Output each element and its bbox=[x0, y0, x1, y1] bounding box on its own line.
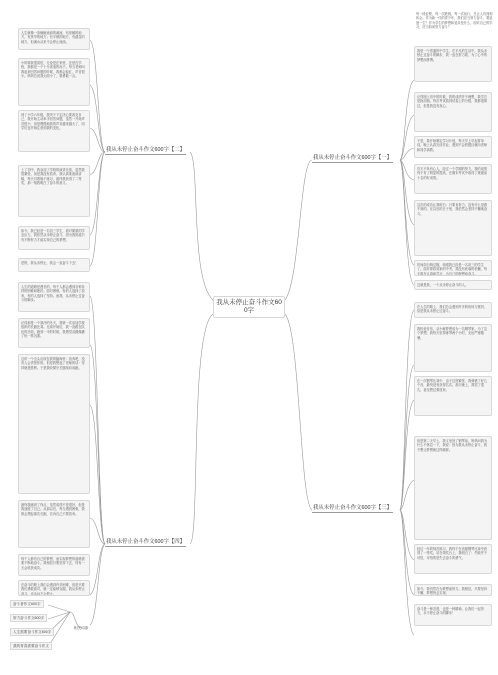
note-b1-7 bbox=[414, 280, 492, 290]
intro-text: 每一段征程，每一次跌倒，每一次前行，总让人有深刻体会。作为新一代的青少年，我们应当努力奋斗，要追逐一生？作为学生的梦想和追求是什么，面对自己的学习，应当如何努力奋斗？ bbox=[416, 12, 493, 30]
note-b4-6 bbox=[18, 580, 90, 596]
note-text: 每个人都有自己的梦想，而实现梦想的道路需要不断地奋斗。我相信只要坚持下去，终有一天会收获成功。 bbox=[21, 557, 85, 570]
note-b3-1 bbox=[414, 302, 492, 318]
note-b4-5 bbox=[18, 554, 90, 576]
note-text: 小时候我很害怕，无论是在家里，还是在学校，我都是一个十分害羞的孩子。每当老师叫我起来回答问题的时候，我都会脸红，声音很小。妈妈总说我太胆小了，要勇敢一点。 bbox=[21, 61, 85, 79]
note-b4-1 bbox=[18, 282, 90, 312]
note-b2-4 bbox=[18, 165, 90, 217]
note-text: 在一次钢琴比赛中，由于过度紧张，我弹错了好几个音，最终没有获得名次。那天晚上，我哭了很久，甚至想过要放弃。 bbox=[417, 379, 488, 392]
note-text: 如今，我仍然在为梦想而努力。我相信，只要坚持不懈，梦想终会实现。 bbox=[417, 587, 488, 596]
note-text: 这时一个念头出现在我的脑海里：放弃吧，没有人会责怪你的。但是我想起了老师的话：坚持就是胜利。于是我咬紧牙关继续向前跑。 bbox=[21, 357, 85, 370]
note-text: 在人生的路上，我们总会遇到许多的坎坷与挫折，但是我从未停止过奋斗。 bbox=[417, 305, 488, 314]
note-b3-5 bbox=[414, 544, 492, 574]
branch-essay-3[interactable] bbox=[312, 505, 393, 513]
note-b1-6 bbox=[414, 260, 492, 276]
note-text: 奋斗是一种态度，也是一种精神。让我们一起努力，永不停止奋斗的脚步！ bbox=[417, 607, 484, 616]
branch-essay-1-label: 我从未停止奋斗作文600字【一】 bbox=[313, 155, 393, 161]
note-b4-2 bbox=[18, 318, 90, 348]
note-text: 记得那是一个寒冷的冬天，我第一次参加学校组织的长跑比赛。比赛开始后，我一直跟在队伍的后面，跑到一半的时候，我感觉双腿像灌了铅一样沉重。 bbox=[21, 321, 85, 339]
note-b2-1 bbox=[18, 28, 90, 50]
branch-essay-2-label: 我从未停止奋斗作文600字【二】 bbox=[106, 147, 186, 153]
note-b3-4 bbox=[414, 436, 492, 540]
note-text: 时间如白驹过隙，转眼我已经是一名初三的学生了。面对即将到来的中考，我没有丝毫的松懈，每天都在认真地学习，为自己的理想而奋斗。 bbox=[417, 263, 488, 276]
note-text: 是的，我从未停止，我会一直奋斗下去！ bbox=[21, 261, 79, 265]
note-text: 这就是我，一个从未停止奋斗的人。 bbox=[417, 283, 468, 287]
note-b1-3 bbox=[414, 136, 492, 158]
root-topic[interactable] bbox=[213, 296, 285, 318]
note-b4-3 bbox=[18, 354, 90, 494]
note-text: 但是第二天早上，我又坐回了钢琴前。妈妈问我为什么不休息一下，我说：因为我从未停止奋斗，我不想让梦想就这样破碎。 bbox=[417, 439, 488, 452]
footer-item-4[interactable]: 我的青春需要奋斗作文 bbox=[10, 642, 52, 650]
note-b3-6 bbox=[414, 584, 492, 596]
footer-item-1[interactable]: 奋斗者作文600字 bbox=[10, 600, 44, 608]
note-b2-5 bbox=[18, 226, 90, 250]
footer-label: 相关词条 bbox=[74, 626, 89, 630]
note-text: 我热爱音乐，从小就梦想成为一名钢琴家。为了这个梦想，我每天坚持练琴两个小时，无论严寒酷暑。 bbox=[417, 327, 488, 340]
note-b3-7 bbox=[414, 604, 492, 626]
note-text: 在奋斗的路上我们会遇到许多困难，但是只要我们勇敢面对，就一定能够克服。我从未停止奋斗，也永远不会停止。 bbox=[21, 583, 85, 596]
note-b3-2 bbox=[414, 324, 492, 372]
note-text: 到了小学六年级，我终于下定决心要改变自己，我开始主动举手回答问题，虽然一开始声音很小，但是慢慢地我的声音越来越大了，同学们也开始注意到我的变化。 bbox=[21, 113, 85, 131]
note-b4-4 bbox=[18, 500, 90, 548]
note-text: 这次的成功让我明白：只要肯努力，没有什么是做不到的。在以后的日子里，我依然会坚持不懈地奋斗。 bbox=[417, 203, 488, 216]
note-text: 上了初中，我参加了学校的演讲比赛，虽然我很紧张，但是我没有放弃，我认真准备演讲稿，每天对着镜子练习，最终我获得了二等奖，那一刻我明白了奋斗的意义。 bbox=[21, 168, 85, 186]
branch-essay-4[interactable] bbox=[105, 539, 186, 547]
note-b1-2 bbox=[414, 92, 492, 132]
note-b1-4 bbox=[414, 164, 492, 194]
branch-essay-2[interactable] bbox=[105, 147, 186, 155]
note-text: 记得刚上初中的时候，我的成绩并不理想，数学总是拖后腿。每次考试看到试卷上的分数，我都很难过，但是我没有灰心。 bbox=[417, 95, 488, 108]
root-label: 我从未停止奋斗作文600字 bbox=[216, 299, 282, 314]
note-b1-1 bbox=[414, 46, 492, 82]
note-text: 人生的道路是漫长的，每个人都会遇到各种各样的困难和挫折。面对困难，有的人选择了放弃，有的人选择了坚持。而我，从未停止过奋斗的脚步。 bbox=[21, 285, 85, 303]
note-b2-6 bbox=[18, 258, 90, 272]
note-text: 于是，我开始制定学习计划，每天早上早起背单词，晚上认真完成作业，遇到不会的题目就向老师和同学请教。 bbox=[417, 139, 488, 152]
note-b1-5 bbox=[414, 200, 492, 256]
note-text: 如今，我已经是一名初三学生，面对繁重的学业压力，我依然从未停止奋斗，因为我知道只有不断努力才能实现自己的梦想。 bbox=[21, 229, 85, 242]
note-text: 功夫不负有心人，经过一个学期的努力，我的成绩终于有了明显的提高，在期末考试中取得了班级前十名的好成绩。 bbox=[417, 167, 488, 180]
note-b2-3 bbox=[18, 110, 90, 152]
note-text: 经过一年的刻苦练习，我终于在省级钢琴比赛中获得了一等奖。站在领奖台上，我明白了：失败并不可怕，可怕的是失去奋斗的勇气。 bbox=[417, 547, 488, 560]
note-text: 人生就像一条蜿蜒流淌的溪流，有宽敞的地方，有狭窄的地方；有平缓的地方，有湍急的地方，但溪水从来不会停止流淌。 bbox=[21, 31, 85, 44]
branch-essay-1[interactable] bbox=[312, 155, 393, 163]
note-b3-3 bbox=[414, 376, 492, 416]
branch-essay-4-label: 我从未停止奋斗作文600字【四】 bbox=[106, 539, 186, 545]
note-text: 最终我跑到了终点，虽然成绩不是很好，但是我战胜了自己。从那以后，每当遇到困难，我都会想起那次长跑，告诉自己不要放弃。 bbox=[21, 503, 85, 516]
note-text: 我是一个普通的中学生，在平凡的生活中，我从未停止过奋斗的脚步，我一直在努力着，为了心中的梦想而拼搏。 bbox=[417, 49, 488, 62]
footer-item-2[interactable]: 努力奋斗作文600字 bbox=[10, 614, 47, 622]
note-b2-2 bbox=[18, 58, 90, 106]
branch-essay-3-label: 我从未停止奋斗作文600字【三】 bbox=[313, 505, 393, 511]
footer-item-3[interactable]: 人生需要奋斗作文600字 bbox=[10, 628, 54, 636]
